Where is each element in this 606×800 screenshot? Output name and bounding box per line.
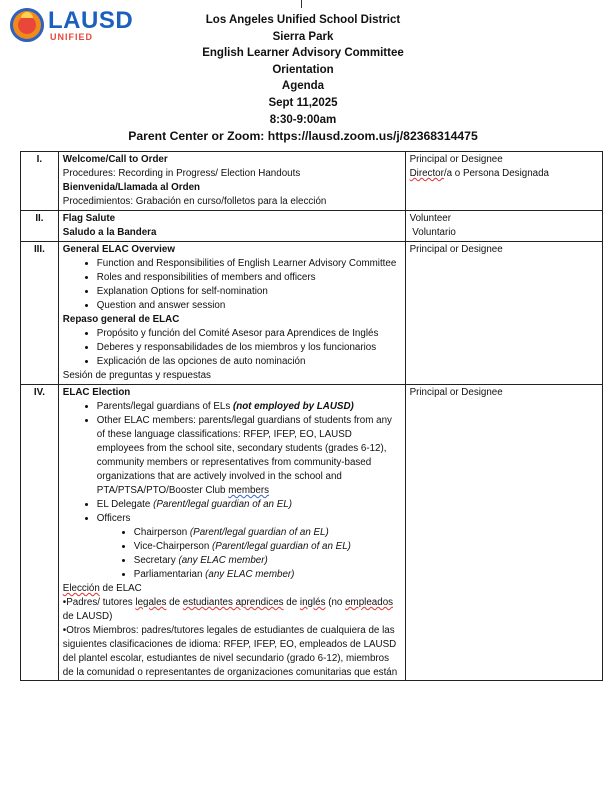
presenter-es: Voluntario	[409, 227, 456, 238]
meeting-date: Sept 11,2025	[268, 96, 338, 109]
item-presenter: Principal or Designee	[405, 385, 602, 681]
list-item: • Question and answer session	[97, 299, 401, 313]
item-title: General ELAC Overview	[62, 244, 175, 255]
agenda-title: Agenda	[281, 80, 325, 93]
presenter-es: Director/a o Persona Designada	[409, 168, 549, 179]
item-title: Flag Salute	[62, 213, 116, 224]
item-number: III.	[21, 242, 59, 385]
school-name: Sierra Park	[272, 30, 334, 43]
item-number: IV.	[21, 385, 59, 681]
item-title: Welcome/Call to Order	[62, 154, 168, 165]
officer-item: • Vice-Chairperson (Parent/legal guardian of an EL)	[134, 540, 401, 554]
agenda-table	[20, 151, 603, 681]
document-header	[0, 12, 606, 145]
district-name: Los Angeles Unified School District	[205, 14, 401, 26]
list-item: • Other ELAC members: parents/legal guardians of students from any of these language classifications: RFEP, IFEP, EO, LAUSD employees from the school site, secondary students (grades 6-12), community members or representatives from community-based organizations that are actively involved in the school and PTA/PTSA/PTO/Booster Club members	[97, 414, 401, 498]
item-tail-es: Sesión de preguntas y respuestas	[62, 370, 211, 381]
list-item: • Explanation Options for self-nomination	[97, 285, 401, 299]
list-item: • Roles and responsibilities of members and officers	[97, 271, 401, 285]
officer-item: • Parliamentarian (any ELAC member)	[134, 568, 401, 582]
item-content	[58, 211, 405, 242]
item-paragraph-es: •Padres/ tutores legales de estudiantes aprendices de inglés (no empleados de LAUSD)	[62, 597, 394, 622]
item-presenter	[405, 152, 602, 211]
agenda-row-3	[21, 242, 603, 385]
item-title-es: Repaso general de ELAC	[62, 314, 180, 325]
officer-item: • Secretary (any ELAC member)	[134, 554, 401, 568]
item-content	[58, 242, 405, 385]
item-title: ELAC Election	[62, 387, 131, 398]
meeting-type: Orientation	[272, 63, 334, 76]
item-list-es	[63, 327, 401, 369]
item-number: I.	[21, 152, 59, 211]
list-item: • Officers • Chairperson (Parent/legal guardian of an EL) • Vice-Chairperson (Parent/legal guardian of an EL) • Secretary (any ELAC member) • Parliamentarian (any ELAC member)	[97, 512, 401, 582]
item-presenter	[405, 211, 602, 242]
officer-item: • Chairperson (Parent/legal guardian of an EL)	[134, 526, 401, 540]
list-item: • Propósito y función del Comité Asesor para Aprendices de Inglés	[97, 327, 401, 341]
meeting-location: Parent Center or Zoom: https://lausd.zoom.us/j/82368314475	[128, 129, 478, 144]
meeting-time: 8:30-9:00am	[269, 113, 337, 126]
list-item: • EL Delegate (Parent/legal guardian of an EL)	[97, 498, 401, 512]
presenter-en: Principal or Designee	[409, 154, 503, 165]
list-item: • Explicación de las opciones de auto nominación	[97, 355, 401, 369]
item-content	[58, 385, 405, 681]
logo-wordmark: LAUSD	[48, 6, 134, 34]
item-title-es: Elección de ELAC	[62, 583, 142, 594]
item-list-en	[63, 400, 401, 582]
item-procedures: Procedures: Recording in Progress/ Election Handouts	[62, 168, 301, 179]
item-presenter: Principal or Designee	[405, 242, 602, 385]
item-paragraph-es: •Otros Miembros: padres/tutores legales de estudiantes de cualquiera de las siguientes clasificaciones de idioma: RFEP, IFEP, EO, empleados de LAUSD del plantel escolar, estudiantes de nivel secundario (grado 6-12), miembros de la comunidad o representantes de organizaciones comunitarias que están	[62, 625, 398, 678]
item-procedures-es: Procedimientos: Grabación en curso/folletos para la elección	[62, 196, 327, 207]
committee-name: English Learner Advisory Committee	[202, 47, 404, 60]
text-cursor	[301, 0, 302, 8]
list-item: • Parents/legal guardians of ELs (not employed by LAUSD)	[97, 400, 401, 414]
list-item: • Deberes y responsabilidades de los miembros y los funcionarios	[97, 341, 401, 355]
agenda-row-1	[21, 152, 603, 211]
item-title-es: Saludo a la Bandera	[62, 227, 157, 238]
item-number: II.	[21, 211, 59, 242]
presenter-en: Volunteer	[409, 213, 451, 224]
agenda-row-2	[21, 211, 603, 242]
officer-list	[97, 526, 401, 582]
agenda-row-4	[21, 385, 603, 681]
item-title-es: Bienvenida/Llamada al Orden	[62, 182, 200, 193]
list-item: • Function and Responsibilities of English Learner Advisory Committee	[97, 257, 401, 271]
item-list-en	[63, 257, 401, 313]
logo-subtitle: UNIFIED	[50, 31, 93, 42]
item-content	[58, 152, 405, 211]
